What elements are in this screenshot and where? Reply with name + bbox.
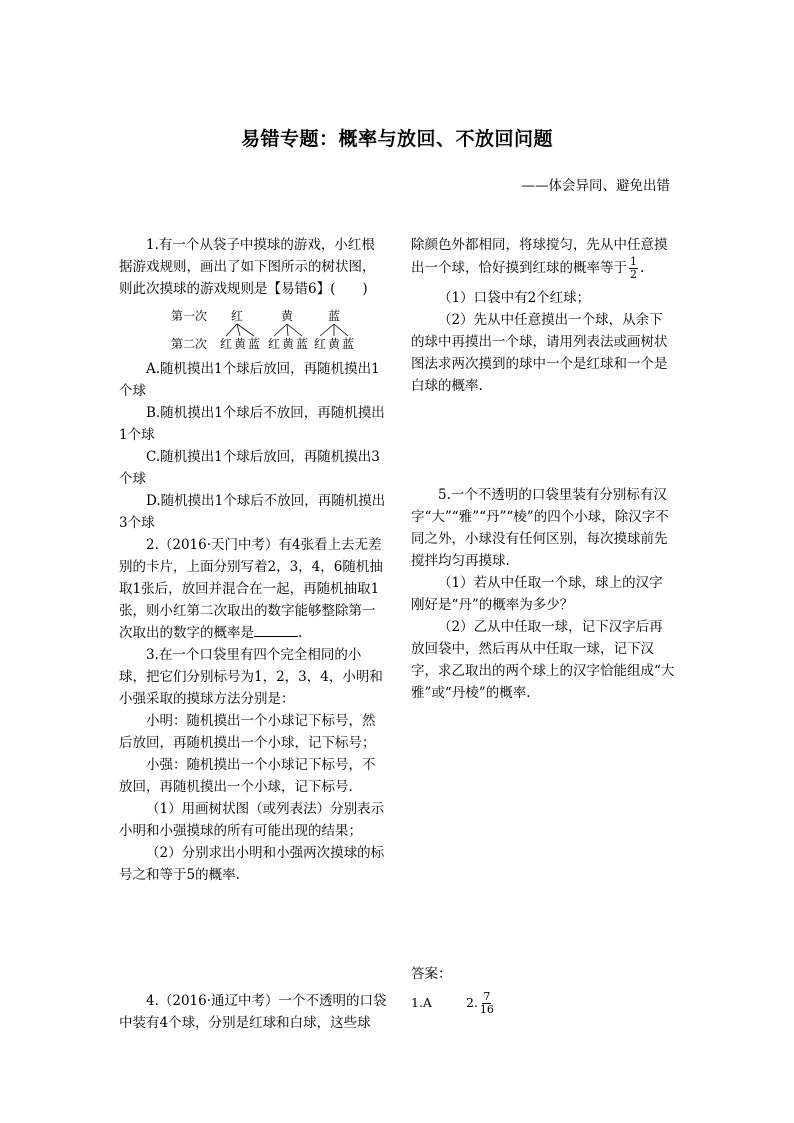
tree-bottom-node: 黄 [327, 337, 341, 351]
q4-stem-start: 4.（2016·通辽中考）一个不透明的口袋中装有4个球，分别是红球和白球，这些球 [119, 993, 387, 1031]
tree-branch [287, 324, 288, 336]
right-column-q5 [411, 484, 676, 704]
tree-bottom-node: 红 [267, 337, 281, 351]
answers-section [411, 963, 676, 1016]
tree-bottom-node: 红 [219, 337, 233, 351]
q1-stem: 1.有一个从袋子中摸球的游戏，小红根据游戏规则，画出了如下图所示的树状图，则此次摸球的游戏规则是【易错6】( ) [119, 237, 376, 297]
tree-top-node: 红 [230, 309, 244, 323]
tree-top-node: 黄 [280, 309, 294, 323]
q3-xiaoqiang: 小强：随机摸出一个小球记下标号，不放回，再随机摸出一个小球，记下标号. [119, 757, 376, 795]
tree-branch [274, 324, 287, 336]
q3-part1: （1）用画树状图（或列表法）分别表示小明和小强摸球的所有可能出现的结果； [119, 801, 385, 839]
q4-part2: （2）先从中任意摸出一个球，从余下的球中再摸出一个球，请用列表法或画树状图法求两次摸到的球中一个是红球和一个是白球的概率. [411, 312, 668, 394]
page-subtitle: ——体会异同、避免出错 [521, 178, 670, 194]
answers-heading: 答案： [411, 966, 452, 982]
q3-xiaoming: 小明：随机摸出一个小球记下标号，然后放回，再随机摸出一个小球，记下标号； [119, 713, 376, 751]
q1-option-d: D.随机摸出1个球后不放回，再随机摸出3个球 [119, 493, 386, 531]
tree-bottom-node: 黄 [233, 337, 247, 351]
page-title: 易错专题：概率与放回、不放回问题 [240, 128, 553, 150]
tree-bottom-node: 蓝 [341, 337, 355, 351]
q3-part2: （2）分别求出小明和小强两次摸球的标号之和等于5的概率. [119, 845, 385, 883]
tree-branch [287, 324, 302, 336]
tree-row1-label: 第一次 [171, 309, 208, 323]
tree-bottom-node: 蓝 [295, 337, 309, 351]
tree-bottom-node: 黄 [281, 337, 295, 351]
tree-branch [334, 324, 348, 336]
q4-fraction: $\frac{1}{2}$ [630, 255, 637, 281]
q2-text: 2.（2016·天门中考）有4张看上去无差别的卡片，上面分别写着2，3，4，6随机抽取1张后，放回并混合在一起，再随机抽取1张，则小红第二次取出的数字能够整除第一次取出的数字的概率是 . [119, 537, 383, 641]
q3-stem: 3.在一个口袋里有四个完全相同的小球，把它们分别标号为1，2，3，4，小明和小强采取的摸球方法分别是： [119, 647, 383, 707]
answer-2-fraction: $\frac{7}{16}$ [479, 990, 494, 1016]
left-column-lower [119, 990, 387, 1034]
q4-part1: （1）口袋中有2个红球； [438, 290, 591, 306]
q1-option-a: A.随机摸出1个球后放回，再随机摸出1个球 [119, 361, 380, 399]
tree-branch [320, 324, 334, 336]
tree-diagram [119, 302, 387, 354]
answer-1: 1.A [411, 995, 432, 1010]
answer-2-label: 2. [465, 995, 478, 1010]
answer-blank [254, 622, 298, 637]
tree-branch [226, 324, 237, 336]
q5-stem: 5.一个不透明的口袋里装有分别标有汉字“大”“雅”“丹”“棱”的四个小球，除汉字不同之外，小球没有任何区别，每次摸球前先搅拌均匀再摸球. [411, 487, 669, 569]
q5-part1: （1）若从中任取一个球，球上的汉字刚好是“丹”的概率为多少？ [411, 575, 663, 613]
tree-bottom-node: 蓝 [247, 337, 261, 351]
q1-option-b: B.随机摸出1个球后不放回，再随机摸出1个球 [119, 405, 385, 443]
right-column-q4 [411, 234, 676, 397]
q4-stem-cont: 除颜色外都相同，将球搅匀，先从中任意摸出一个球，恰好摸到红球的概率等于 $\frac{1}{2}$ . [411, 237, 668, 281]
tree-bottom-node: 红 [313, 337, 327, 351]
left-column-upper [119, 234, 387, 886]
tree-row2-label: 第二次 [171, 337, 208, 351]
answers-line [411, 991, 676, 1016]
q1-option-c: C.随机摸出1个球后放回，再随机摸出3个球 [119, 449, 380, 487]
q5-part2: （2）乙从中任取一球，记下汉字后再放回袋中，然后再从中任取一球，记下汉字，求乙取出的两个球上的汉字恰能组成“大雅”或“丹棱”的概率. [411, 619, 675, 701]
tree-top-node: 蓝 [327, 309, 341, 323]
